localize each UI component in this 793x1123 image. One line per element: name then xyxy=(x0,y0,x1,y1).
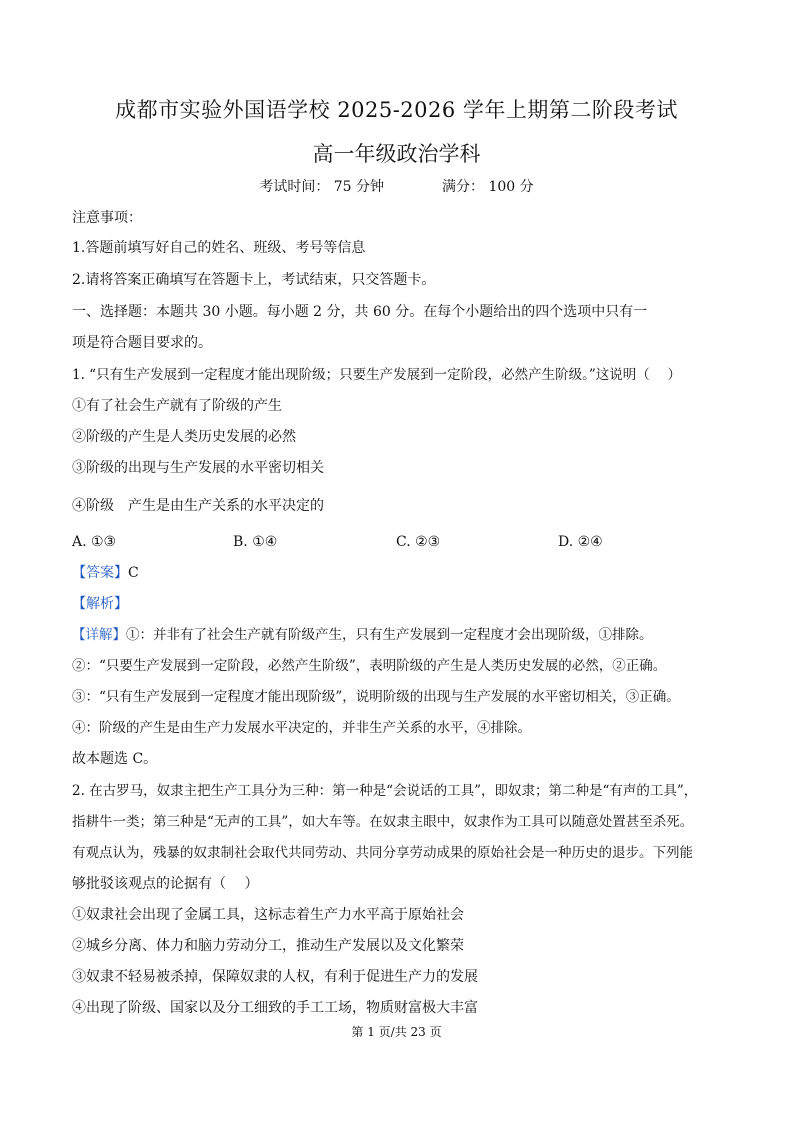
q1-statement-1: ①有了社会生产就有了阶级的产生 xyxy=(72,398,282,414)
page-footer: 第 1 页/共 23 页 xyxy=(351,1025,442,1039)
q1-detail-1 xyxy=(72,625,732,645)
exam-meta xyxy=(0,176,793,196)
q2-statement-1: ①奴隶社会出现了金属工具，这标志着生产力水平高于原始社会 xyxy=(72,907,464,923)
q1-statement-2: ②阶级的产生是人类历史发展的必然 xyxy=(72,429,296,445)
q1-answer: C xyxy=(128,565,139,581)
note-item-1: 1.答题前填写好自己的姓名、班级、考号等信息 xyxy=(72,240,366,256)
q2-statement-2: ②城乡分离、体力和脑力劳动分工，推动生产发展以及文化繁荣 xyxy=(72,938,464,954)
q1-option-a: A. ①③ xyxy=(72,534,117,550)
notes-heading: 注意事项： xyxy=(72,210,142,226)
exam-title: 成都市实验外国语学校 2025-2026 学年上期第二阶段考试 xyxy=(115,98,678,122)
q2-stem-line3: 有观点认为，残暴的奴隶制社会取代共同劳动、共同分享劳动成果的原始社会是一种历史的退步。下列能 xyxy=(72,845,693,861)
q1-option-c: C. ②③ xyxy=(396,534,441,550)
q1-statement-3: ③阶级的出现与生产发展的水平密切相关 xyxy=(72,460,324,476)
q2-statement-3: ③奴隶不轻易被杀掉，保障奴隶的人权，有利于促进生产力的发展 xyxy=(72,969,478,985)
exam-subtitle: 高一年级政治学科 xyxy=(312,142,481,166)
q2-stem-line4: 够批驳该观点的论据有（ ） xyxy=(72,876,259,892)
section-heading-line1: 一、选择题：本题共 30 小题。每小题 2 分，共 60 分。在每个小题给出的四个选项中只有一 xyxy=(72,304,648,320)
note-item-2: 2.请将答案正确填写在答题卡上，考试结束，只交答题卡。 xyxy=(72,272,436,288)
q1-option-d: D. ②④ xyxy=(558,534,603,550)
q1-option-b: B. ①④ xyxy=(233,534,278,550)
q1-statement-4: ④阶级 产生是由生产关系的水平决定的 xyxy=(72,498,324,514)
q1-analysis-line xyxy=(72,594,732,614)
q1-detail-2: ②：“只要生产发展到一定阶段，必然产生阶级”，表明阶级的产生是人类历史发展的必然，②正确。 xyxy=(72,658,667,674)
analysis-tag: 【解析】 xyxy=(72,596,128,612)
q1-answer-line xyxy=(72,563,732,583)
exam-time: 考试时间： 75 分钟 xyxy=(259,179,385,195)
full-score: 满分： 100 分 xyxy=(442,179,534,195)
q2-statement-4: ④出现了阶级、国家以及分工细致的手工工场，物质财富极大丰富 xyxy=(72,1000,478,1016)
q1-conclusion: 故本题选 C。 xyxy=(72,751,158,767)
section-heading-line2: 项是符合题目要求的。 xyxy=(72,335,212,351)
q2-stem-line1: 2. 在古罗马，奴隶主把生产工具分为三种：第一种是“会说话的工具”，即奴隶；第二种是“有声的工具”， xyxy=(72,783,698,799)
q2-stem-line2: 指耕牛一类；第三种是“无声的工具”，如大车等。在奴隶主眼中，奴隶作为工具可以随意处置甚至杀死。 xyxy=(72,814,694,830)
q1-detail-text-1: ①：并非有了社会生产就有阶级产生，只有生产发展到一定程度才会出现阶级，①排除。 xyxy=(126,627,653,643)
q1-detail-4: ④：阶级的产生是由生产力发展水平决定的，并非生产关系的水平，④排除。 xyxy=(72,720,531,736)
q1-stem: 1. “只有生产发展到一定程度才能出现阶级；只要生产发展到一定阶段，必然产生阶级。”这说明（ ） xyxy=(72,367,682,383)
q1-detail-3: ③：“只有生产发展到一定程度才能出现阶级”，说明阶级的出现与生产发展的水平密切相关，③正确。 xyxy=(72,689,680,705)
detail-tag: 【详解】 xyxy=(72,627,126,643)
answer-tag: 【答案】 xyxy=(72,565,128,581)
